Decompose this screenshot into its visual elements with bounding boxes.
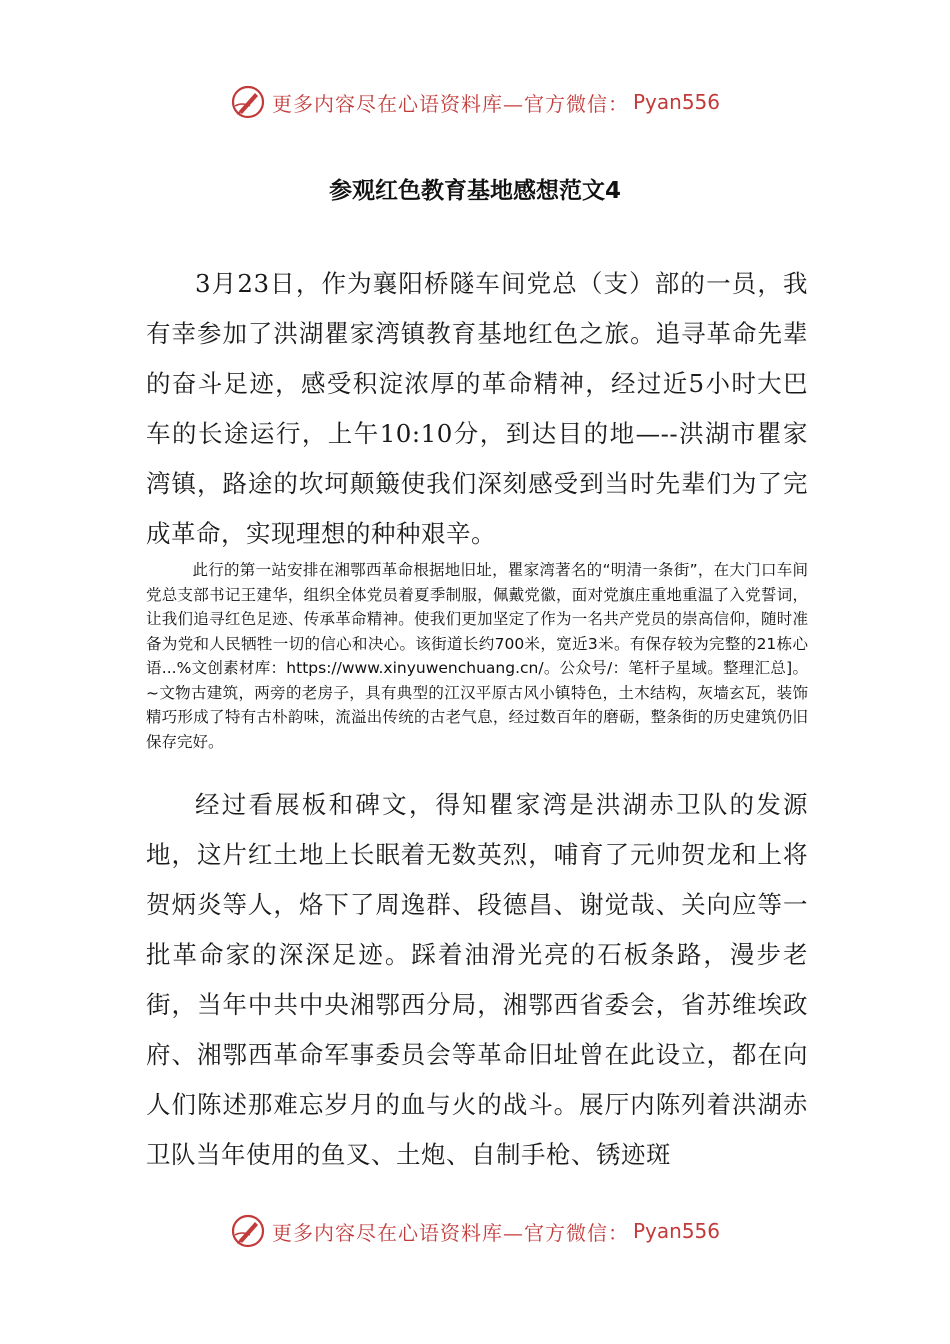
footer-banner [0,1211,950,1251]
header-banner-text: 更多内容尽在心语资料库—官方微信： [271,91,629,116]
pen-logo-icon [230,84,266,120]
header-banner-wechat-id: Pyan556 [632,90,720,114]
document-title: 参观红色教育基地感想范文4 [328,178,621,204]
paragraph-1: 3月23日，作为襄阳桥隧车间党总（支）部的一员，我有幸参加了洪湖瞿家湾镇教育基地红色之旅。追寻革命先辈的奋斗足迹，感受积淀浓厚的革命精神，经过近5小时大巴车的长途运行，上午10:10分，到达目的地—--洪湖市瞿家湾镇，路途的坎坷颠簸使我们深刻感受到当时先辈们为了完成革命，实现理想的种种艰辛。 [146,269,808,548]
footer-banner-text: 更多内容尽在心语资料库—官方微信： [271,1220,629,1245]
footer-banner-wechat-id: Pyan556 [632,1219,720,1243]
pen-logo-icon [230,1213,266,1249]
paragraph-2: 此行的第一站安排在湘鄂西革命根据地旧址，瞿家湾著名的“明清一条街”，在大门口车间党总支部书记王建华，组织全体党员着夏季制服，佩戴党徽，面对党旗庄重地重温了入党誓词，让我们追寻红色足迹、传承革命精神。使我们更加坚定了作为一名共产党员的崇高信仰，随时准备为党和人民牺牲一切的信心和决心。该街道长约700米，宽近3米。有保存较为完整的21栋心语...%文创素材库：https://www.xinyuwenchuang.cn/。公众号/：笔杆子星域。整理汇总]。~文物古建筑，两旁的老房子，具有典型的江汉平原古风小镇特色，土木结构，灰墙玄瓦，装饰精巧形成了特有古朴韵味，流溢出传统的古老气息，经过数百年的磨砺，整条街的历史建筑仍旧保存完好。 [146,561,808,751]
paragraph-3: 经过看展板和碑文，得知瞿家湾是洪湖赤卫队的发源地，这片红土地上长眠着无数英烈，哺育了元帅贺龙和上将贺炳炎等人，烙下了周逸群、段德昌、谢觉哉、关向应等一批革命家的深深足迹。踩着油滑光亮的石板条路，漫步老街，当年中共中央湘鄂西分局，湘鄂西省委会，省苏维埃政府、湘鄂西革命军事委员会等革命旧址曾在此设立，都在向人们陈述那难忘岁月的血与火的战斗。展厅内陈列着洪湖赤卫队当年使用的鱼叉、土炮、自制手枪、锈迹斑 [146,790,808,1169]
header-banner [0,82,950,122]
